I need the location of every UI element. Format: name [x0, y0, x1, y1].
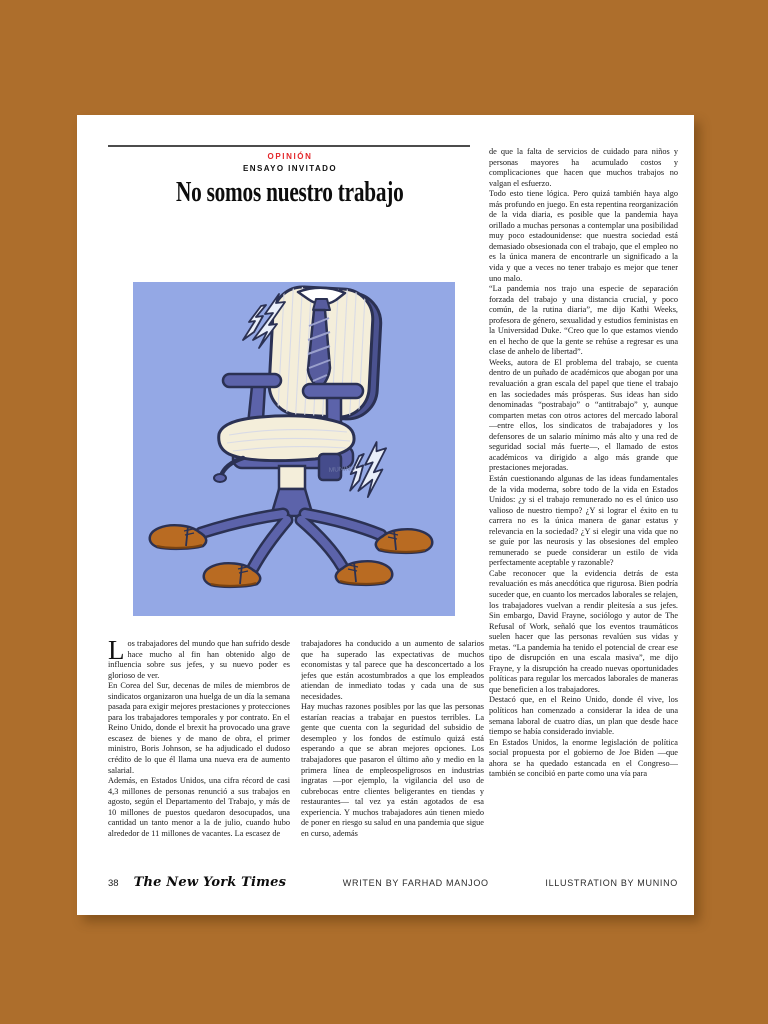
article-paragraph: Cabe reconocer que la evidencia detrás de esta revaluación es más anecdótica que rigurosa. Bien podría suceder que, en cuanto los mercados laborales se relajen, los trabajadores vuelvan a rendir pleitesía a sus jefes. Sin embargo, David Frayne, sociólogo y autor de The Refusal of Work, señaló que los eventos traumáticos suelen hacer que las personas revalúen sus vidas y metas. “La pandemia ha tenido el potencial de crear ese tipo de disrupción en una escala masiva”, me dijo Frayne, y la disrupción ha creado nuevas oportunidades políticas para regular los mercados laborales de maneras que beneficien a los trabajadores.: [489, 568, 678, 694]
nyt-masthead-logo: The New York Times: [133, 875, 287, 890]
page-number: 38: [108, 878, 119, 889]
artist-signature: MUNINO: [328, 465, 356, 474]
right-armrest: [303, 384, 363, 398]
essay-kicker: ENSAYO INVITADO: [243, 164, 337, 173]
newspaper-page: [77, 115, 694, 915]
article-paragraph: “La pandemia nos trajo una especie de separación forzada del trabajo y una distancia crucial, y poco común, de la rutina diaria”, me dijo Kathi Weeks, profesora de género, sexualidad y estudios feministas en la Universidad Duke. “Creo que lo que estamos viendo en el hecho de que la gente se rehúse a regresar es una clase de anhelo de libertad”.: [489, 284, 678, 357]
article-paragraph: Todo esto tiene lógica. Pero quizá también haya algo más profundo en juego. En esta repentina reorganización de la vida diaria, es posible que la pandemia haya orillado a muchas personas a contemplar una posibilidad muy poco estadounidense: que nuestra sociedad está demasiado obsesionada con el trabajo, que el empleo no es la única manera de encontrarle un significado a la vida y que a veces no tener trabajo es mejor que tener uno malo.: [489, 189, 678, 283]
article-paragraph: Están cuestionando algunas de las ideas fundamentales de la vida moderna, sobre todo de la vida en Estados Unidos: ¿y si el trabajo remunerado no es el único uso valioso de nuestro tiempo? ¿Y si lograr el éxito en tu carrera no es la única manera de ganar estatus y relevancia en la sociedad? ¿Y si elegir una vida que no se guíe por las neurosis y las obsesiones del empleo remunerado se puede considerar un estilo de vida perfectamente aceptable y razonable?: [489, 473, 678, 568]
footer-left-group: [108, 875, 286, 890]
chair-column-cylinder: [279, 466, 305, 489]
article-paragraph: En Estados Unidos, la enorme legislación de política social propuesta por el gobierno de Joe Biden —que ahora se ha quedado estancada en el Congreso— también se concibió en parte como una vía para: [489, 737, 678, 779]
left-armrest: [223, 374, 281, 387]
article-header: [108, 152, 472, 209]
written-by-credit: WRITEN BY FARHAD MANJOO: [342, 878, 489, 888]
illustration-by-credit: ILLUSTRATION BY MUNINO: [545, 878, 678, 888]
article-paragraph: Hay muchas razones posibles por las que las personas estarían reacias a trabajar en puestos terribles. La gente que cuenta con la seguridad del subsidio de desempleo y los fondos de estímulo quizá está esperando a que se abran mejores opciones. Los trabajadores que pasaron el último año y medio en la primera línea de empleospeligrosos en industrias ingratas —por ejemplo, la vigilancia del uso de cubrebocas entre clientes beligerantes en tiendas y restaurantes— tal vez ya están agotados de esa experiencia. Y muchos trabajadores aún tienen miedo de poner en riesgo su salud en una pandemia que sigue en curso, además: [301, 702, 484, 838]
article-paragraph: de que la falta de servicios de cuidado para niños y personas mayores ha acumulado costos y complicaciones que hacen que muchos trabajos no valgan el esfuerzo.: [489, 147, 678, 188]
article-paragraph: Los trabajadores del mundo que han sufrido desde hace mucho al fin han obtenido algo de influencia sobre sus jefes, y su nuevo poder es glorioso de ver.: [108, 639, 290, 680]
article-paragraph: Destacó que, en el Reino Unido, donde él vive, los políticos han comenzado a considerar la idea de una semana laboral de cuatro días, un plan que desde hace tiempo se había considerado inviable.: [489, 695, 678, 737]
article-paragraph: Además, en Estados Unidos, una cifra récord de casi 4,3 millones de personas renunció a sus trabajos en agosto, según el Departamento del Trabajo, y más de 10 millones de puestos quedaron desocupados, una cantidad un tanto menor a la de julio, cuando hubo alrededor de 11 millones de vacantes. La escasez de: [108, 776, 290, 838]
chair-legs: [201, 514, 381, 568]
article-column-3: [489, 147, 678, 851]
article-title: No somos nuestro trabajo: [176, 177, 404, 208]
office-chair-illustration: [133, 282, 455, 616]
article-paragraph: En Corea del Sur, decenas de miles de miembros de sindicatos organizaron una huelga de un día la semana pasada para exigir mejores prestaciones y protecciones para los trabajadores temporales y por contrato. En el Reino Unido, donde el brexit ha provocado una grave escasez de bienes y de mano de obra, el primer ministro, Boris Johnson, se ha adjudicado el dudoso crédito de lo que él llama una nueva era de aumento salarial.: [108, 681, 290, 775]
tie-knot: [313, 299, 330, 310]
lever-knob: [214, 474, 226, 482]
article-column-1: [108, 639, 290, 851]
article-column-2: [301, 639, 484, 851]
article-paragraph: Weeks, autora de El problema del trabajo, se cuenta dentro de un puñado de académicos que abogan por una revaluación a gran escala del papel que tiene el trabajo en las sociedades más prósperas. Sus ideas han sido denominadas “postrabajo” o “antitrabajo” y, aunque comparten metas con otros actores del mercado laboral —entre ellos, los sindicatos de trabajadores y los defensores de un salario mínimo más alto y una red de seguridad social más fuerte—, el llamado de estos académicos va dirigido a algo más grande que prestaciones mejoradas.: [489, 357, 678, 473]
article-paragraph: trabajadores ha conducido a un aumento de salarios que ha superado las expectativas de muchos economistas y tal parece que ha desconcertado a los jefes que están acostumbrados a que los empleados atiendan de inmediato todas y cada una de sus necesidades.: [301, 639, 484, 701]
header-rule: [108, 145, 470, 147]
section-kicker: OPINIÓN: [267, 152, 313, 161]
page-footer: [108, 875, 678, 895]
office-chair-drawing: [133, 282, 455, 616]
